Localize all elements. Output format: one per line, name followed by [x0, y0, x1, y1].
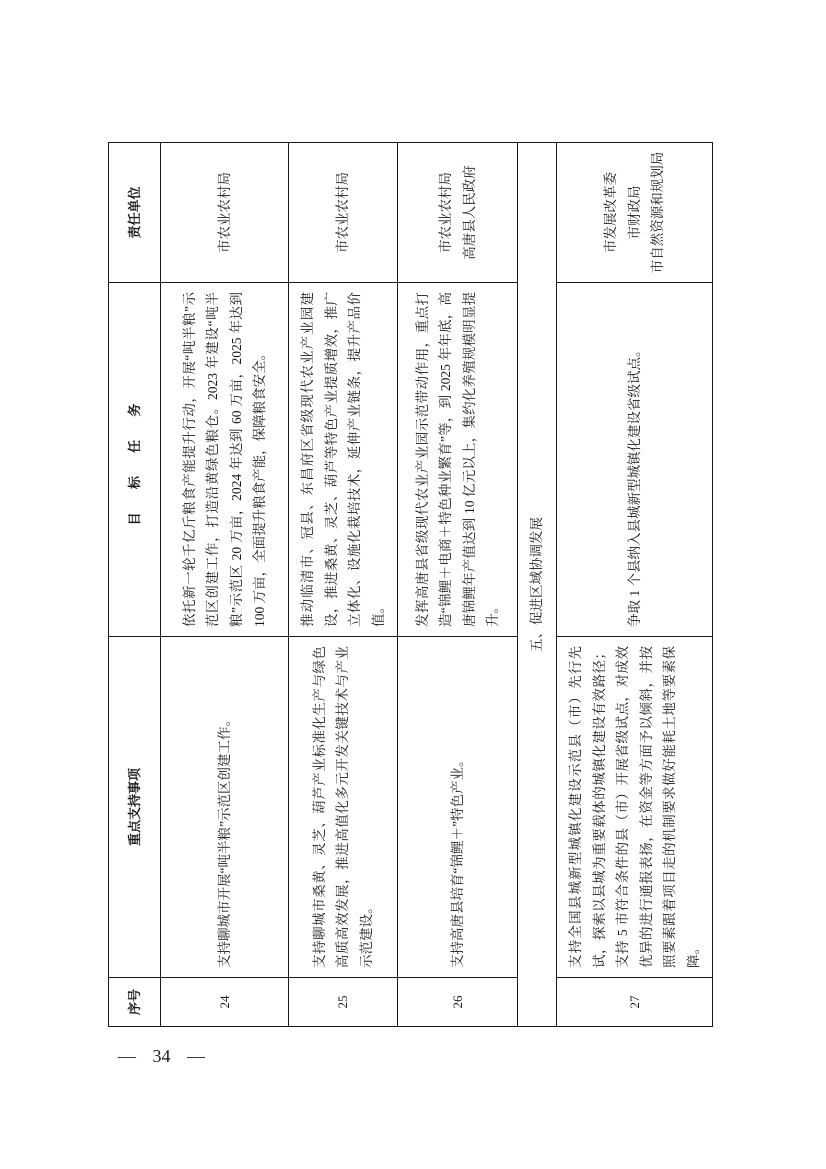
support-table	[108, 142, 713, 1027]
unit-line: 市农业农村局	[335, 172, 351, 253]
responsible-unit	[161, 143, 289, 283]
responsible-unit	[557, 143, 713, 283]
header-task: 目 标 任 务	[109, 283, 161, 637]
row-number: 25	[289, 978, 398, 1027]
target-task: 争取 1 个县纳入县城新型城镇化建设省级试点。	[557, 283, 713, 637]
section-title: 五、促进区域协调发展	[518, 143, 557, 1027]
row-number: 24	[161, 978, 289, 1027]
table-row	[161, 143, 289, 1027]
responsible-unit	[289, 143, 398, 283]
table-row	[398, 143, 518, 1027]
unit-line: 市发展改革委	[603, 172, 619, 253]
header-item: 重点支持事项	[109, 637, 161, 978]
header-unit: 责任单位	[109, 143, 161, 283]
unit-line: 市自然资源和规划局	[650, 151, 666, 274]
unit-line: 高唐县人民政府	[461, 165, 477, 260]
target-task: 推动临清市、冠县、东昌府区省级现代农业产业园建设，推进桑黄、灵芝、葫芦等特色产业提质增效，推广立体化、设施化栽培技术，延伸产业链条，提升产品价值。	[289, 283, 398, 637]
target-task: 依托新一轮千亿斤粮食产能提升行动，开展“吨半粮”示范区创建工作，打造沿黄绿色粮仓。2023 年建设“吨半粮”示范区 20 万亩，2024 年达到 60 万亩，2025 年达到 100 万亩，全面提升粮食产能，保障粮食安全。	[161, 283, 289, 637]
page-number: — 34 —	[118, 1046, 205, 1066]
support-item: 支持全国县城新型城镇化建设示范县（市）先行先试，探索以县城为重要载体的城镇化建设有效路径；支持 5 市符合条件的县（市）开展省级试点，对成效优异的进行通报表扬，在资金等方面予以倾斜，并按照要素跟着项目走的机制要求做好能耗土地等要素保障。	[557, 637, 713, 978]
row-number: 26	[398, 978, 518, 1027]
table-header-row	[109, 143, 161, 1027]
support-item: 支持聊城市开展“吨半粮”示范区创建工作。	[161, 637, 289, 978]
unit-line: 市农业农村局	[438, 172, 453, 253]
section-row	[518, 143, 557, 1027]
target-task: 发挥高唐县省级现代农业产业园示范带动作用，重点打造“锦鲤＋电商＋特色种业繁育”等，到 2025 年年底，高唐锦鲤年产值达到 10 亿元以上，集约化养殖规模明显提升。	[398, 283, 518, 637]
row-number: 27	[557, 978, 713, 1027]
rotated-table-wrapper	[108, 143, 712, 1027]
responsible-unit	[398, 143, 518, 283]
table-row	[557, 143, 713, 1027]
table-row	[289, 143, 398, 1027]
header-no: 序号	[109, 978, 161, 1027]
unit-line: 市农业农村局	[216, 172, 232, 253]
support-item: 支持高唐县培育“锦鲤＋”特色产业。	[398, 637, 518, 978]
support-item: 支持聊城市桑黄、灵芝、葫芦产业标准化生产与绿色高质高效发展，推进高值化多元开发关键技术与产业示范建设。	[289, 637, 398, 978]
unit-line: 市财政局	[626, 185, 642, 240]
